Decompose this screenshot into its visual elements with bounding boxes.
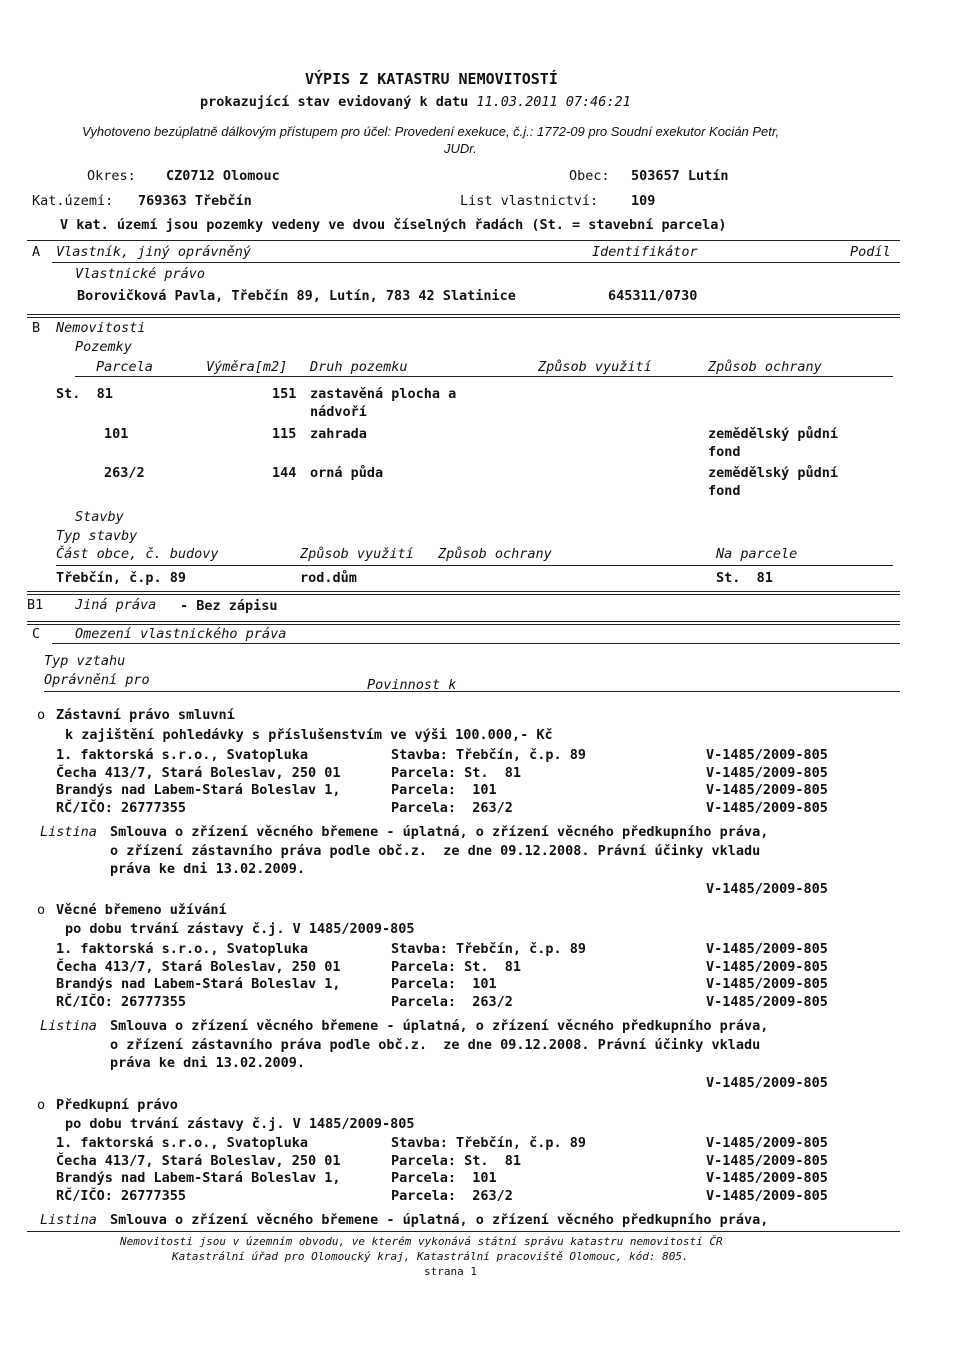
entry-party: RČ/IČO: 26777355: [56, 994, 187, 1010]
footer-divider: [27, 1231, 900, 1232]
entry-reference: V-1485/2009-805: [706, 1170, 828, 1186]
subtitle-date: 11.03.2011 07:46:21: [476, 94, 631, 110]
col-relation-type: Typ vztahu: [44, 653, 126, 669]
entry-reference: V-1485/2009-805: [706, 994, 828, 1010]
entry-object: Parcela: 101: [391, 782, 497, 798]
document-subtitle: prokazující stav evidovaný k datu 11.03.2011 07:46:21: [200, 94, 631, 110]
owner-name-address: Borovičková Pavla, Třebčín 89, Lutín, 783 42 Slatinice: [77, 288, 516, 304]
parcel-land-type: zahrada: [310, 426, 367, 442]
col-land-protection: Způsob ochrany: [708, 359, 822, 375]
entry-party: 1. faktorská s.r.o., Svatopluka: [56, 941, 308, 957]
listina-reference: V-1485/2009-805: [706, 881, 828, 897]
parcel-land-type: orná půda: [310, 465, 384, 481]
entry-object: Parcela: 101: [391, 1170, 497, 1186]
entry-bullet: o: [37, 902, 46, 918]
divider: [75, 376, 893, 377]
entry-party: 1. faktorská s.r.o., Svatopluka: [56, 1135, 308, 1151]
col-land-type: Druh pozemku: [310, 359, 408, 375]
divider: [27, 314, 900, 315]
entry-object: Parcela: 263/2: [391, 994, 513, 1010]
lv-value: 109: [631, 193, 656, 209]
col-identifier: Identifikátor: [592, 244, 698, 260]
footer-line-2: Katastrální úřad pro Olomoucký kraj, Katastrální pracoviště Olomouc, kód: 805.: [172, 1250, 689, 1263]
entry-object: Parcela: 263/2: [391, 1188, 513, 1204]
entry-party: Brandýs nad Labem-Stará Boleslav 1,: [56, 976, 341, 992]
entry-party: RČ/IČO: 26777355: [56, 1188, 187, 1204]
purpose-line-1: Vyhotoveno bezúplatně dálkovým přístupem pro účel: Provedení exekuce, č.j.: 1772-09 pro Soudní exekutor Kocián Petr,: [82, 124, 780, 139]
building-parcel: St. 81: [716, 570, 773, 586]
col-obligation-to: Povinnost k: [367, 677, 457, 693]
listina-text: práva ke dni 13.02.2009.: [110, 861, 306, 877]
listina-text: Smlouva o zřízení věcného břemene - úplatná, o zřízení věcného předkupního práva,: [110, 824, 769, 840]
parcel-number: St. 81: [56, 386, 113, 402]
section-b-heading: Nemovitosti: [56, 320, 146, 336]
divider: [44, 691, 900, 692]
col-land-use: Způsob využití: [538, 359, 652, 375]
col-on-parcel: Na parcele: [716, 546, 798, 562]
entry-object: Parcela: 101: [391, 976, 497, 992]
entry-description: po dobu trvání zástavy č.j. V 1485/2009-805: [65, 1116, 415, 1132]
entry-reference: V-1485/2009-805: [706, 959, 828, 975]
listina-label: Listina: [40, 824, 97, 840]
entry-reference: V-1485/2009-805: [706, 976, 828, 992]
col-building-protection: Způsob ochrany: [438, 546, 552, 562]
building-part: Třebčín, č.p. 89: [56, 570, 187, 586]
section-b1-value: - Bez zápisu: [180, 598, 278, 614]
ownership-heading: Vlastnické právo: [75, 266, 206, 282]
divider: [52, 262, 900, 263]
entry-party: RČ/IČO: 26777355: [56, 800, 187, 816]
obec-value: 503657 Lutín: [631, 168, 729, 184]
listina-label: Listina: [40, 1018, 97, 1034]
section-b1-heading: Jiná práva: [75, 597, 157, 613]
col-area: Výměra[m2]: [206, 359, 288, 375]
divider: [52, 643, 900, 644]
entry-reference: V-1485/2009-805: [706, 782, 828, 798]
parcel-area: 151: [272, 386, 297, 402]
kat-label: Kat.území:: [32, 193, 114, 209]
footer-line-1: Nemovitosti jsou v územním obvodu, ve kterém vykonává státní správu katastru nemovitostí ČR: [120, 1235, 723, 1248]
entry-object: Stavba: Třebčín, č.p. 89: [391, 747, 587, 763]
numbering-note: V kat. území jsou pozemky vedeny ve dvou číselných řadách (St. = stavební parcela): [60, 217, 727, 233]
section-c-letter: C: [32, 626, 41, 642]
parcel-land-type: zastavěná plocha a: [310, 386, 457, 402]
entry-title: Zástavní právo smluvní: [56, 707, 235, 723]
parcel-number: 101: [104, 426, 129, 442]
owner-identifier: 645311/0730: [608, 288, 698, 304]
col-share: Podíl: [850, 244, 891, 260]
buildings-heading: Stavby: [75, 509, 124, 525]
listina-label: Listina: [40, 1212, 97, 1228]
entry-party: 1. faktorská s.r.o., Svatopluka: [56, 747, 308, 763]
entry-reference: V-1485/2009-805: [706, 941, 828, 957]
purpose-line-2: JUDr.: [444, 141, 477, 156]
listina-text: Smlouva o zřízení věcného břemene - úplatná, o zřízení věcného předkupního práva,: [110, 1018, 769, 1034]
entry-party: Brandýs nad Labem-Stará Boleslav 1,: [56, 782, 341, 798]
parcel-protection: zemědělský půdní: [708, 426, 839, 442]
entry-reference: V-1485/2009-805: [706, 1188, 828, 1204]
listina-reference: V-1485/2009-805: [706, 1075, 828, 1091]
section-b-letter: B: [32, 320, 41, 336]
parcel-protection-cont: fond: [708, 444, 741, 460]
divider: [27, 240, 900, 241]
entry-object: Parcela: St. 81: [391, 959, 522, 975]
section-c-heading: Omezení vlastnického práva: [75, 626, 287, 642]
entry-object: Stavba: Třebčín, č.p. 89: [391, 941, 587, 957]
entry-reference: V-1485/2009-805: [706, 1135, 828, 1151]
entry-reference: V-1485/2009-805: [706, 747, 828, 763]
section-b1-letter: B1: [27, 597, 44, 613]
col-building-use: Způsob využití: [300, 546, 414, 562]
entry-object: Parcela: St. 81: [391, 765, 522, 781]
parcel-number: 263/2: [104, 465, 145, 481]
parcel-area: 144: [272, 465, 297, 481]
divider: [27, 624, 900, 625]
parcel-protection-cont: fond: [708, 483, 741, 499]
kat-value: 769363 Třebčín: [138, 193, 252, 209]
entry-party: Čecha 413/7, Stará Boleslav, 250 01: [56, 959, 341, 975]
listina-text: Smlouva o zřízení věcného břemene - úplatná, o zřízení věcného předkupního práva,: [110, 1212, 769, 1228]
listina-text: práva ke dni 13.02.2009.: [110, 1055, 306, 1071]
entry-reference: V-1485/2009-805: [706, 800, 828, 816]
entry-party: Brandýs nad Labem-Stará Boleslav 1,: [56, 1170, 341, 1186]
divider: [27, 594, 900, 595]
entry-bullet: o: [37, 707, 46, 723]
entry-object: Stavba: Třebčín, č.p. 89: [391, 1135, 587, 1151]
col-entitled-for: Oprávnění pro: [44, 672, 150, 688]
entry-reference: V-1485/2009-805: [706, 765, 828, 781]
divider: [27, 317, 900, 318]
document-title: VÝPIS Z KATASTRU NEMOVITOSTÍ: [305, 70, 558, 88]
entry-reference: V-1485/2009-805: [706, 1153, 828, 1169]
parcel-land-type-cont: nádvoří: [310, 404, 367, 420]
okres-label: Okres:: [87, 168, 136, 184]
entry-title: Věcné břemeno užívání: [56, 902, 227, 918]
lv-label: List vlastnictví:: [460, 193, 599, 209]
entry-party: Čecha 413/7, Stará Boleslav, 250 01: [56, 1153, 341, 1169]
entry-object: Parcela: 263/2: [391, 800, 513, 816]
listina-text: o zřízení zástavního práva podle obč.z. ze dne 09.12.2008. Právní účinky vkladu: [110, 843, 761, 859]
divider: [27, 621, 900, 622]
divider: [27, 591, 900, 592]
parcel-area: 115: [272, 426, 297, 442]
building-use: rod.dům: [300, 570, 357, 586]
entry-title: Předkupní právo: [56, 1097, 178, 1113]
entry-object: Parcela: St. 81: [391, 1153, 522, 1169]
okres-value: CZ0712 Olomouc: [166, 168, 280, 184]
col-parcela: Parcela: [96, 359, 153, 375]
section-a-heading: Vlastník, jiný oprávněný: [56, 244, 252, 260]
parcel-protection: zemědělský půdní: [708, 465, 839, 481]
building-type-heading: Typ stavby: [56, 528, 138, 544]
divider: [56, 565, 893, 566]
land-heading: Pozemky: [75, 339, 132, 355]
col-building-part: Část obce, č. budovy: [56, 546, 219, 562]
section-a-letter: A: [32, 244, 41, 260]
entry-description: k zajištění pohledávky s příslušenstvím ve výši 100.000,- Kč: [65, 727, 553, 743]
obec-label: Obec:: [569, 168, 610, 184]
listina-text: o zřízení zástavního práva podle obč.z. ze dne 09.12.2008. Právní účinky vkladu: [110, 1037, 761, 1053]
page-number: strana 1: [424, 1265, 477, 1278]
entry-party: Čecha 413/7, Stará Boleslav, 250 01: [56, 765, 341, 781]
entry-description: po dobu trvání zástavy č.j. V 1485/2009-805: [65, 921, 415, 937]
entry-bullet: o: [37, 1097, 46, 1113]
